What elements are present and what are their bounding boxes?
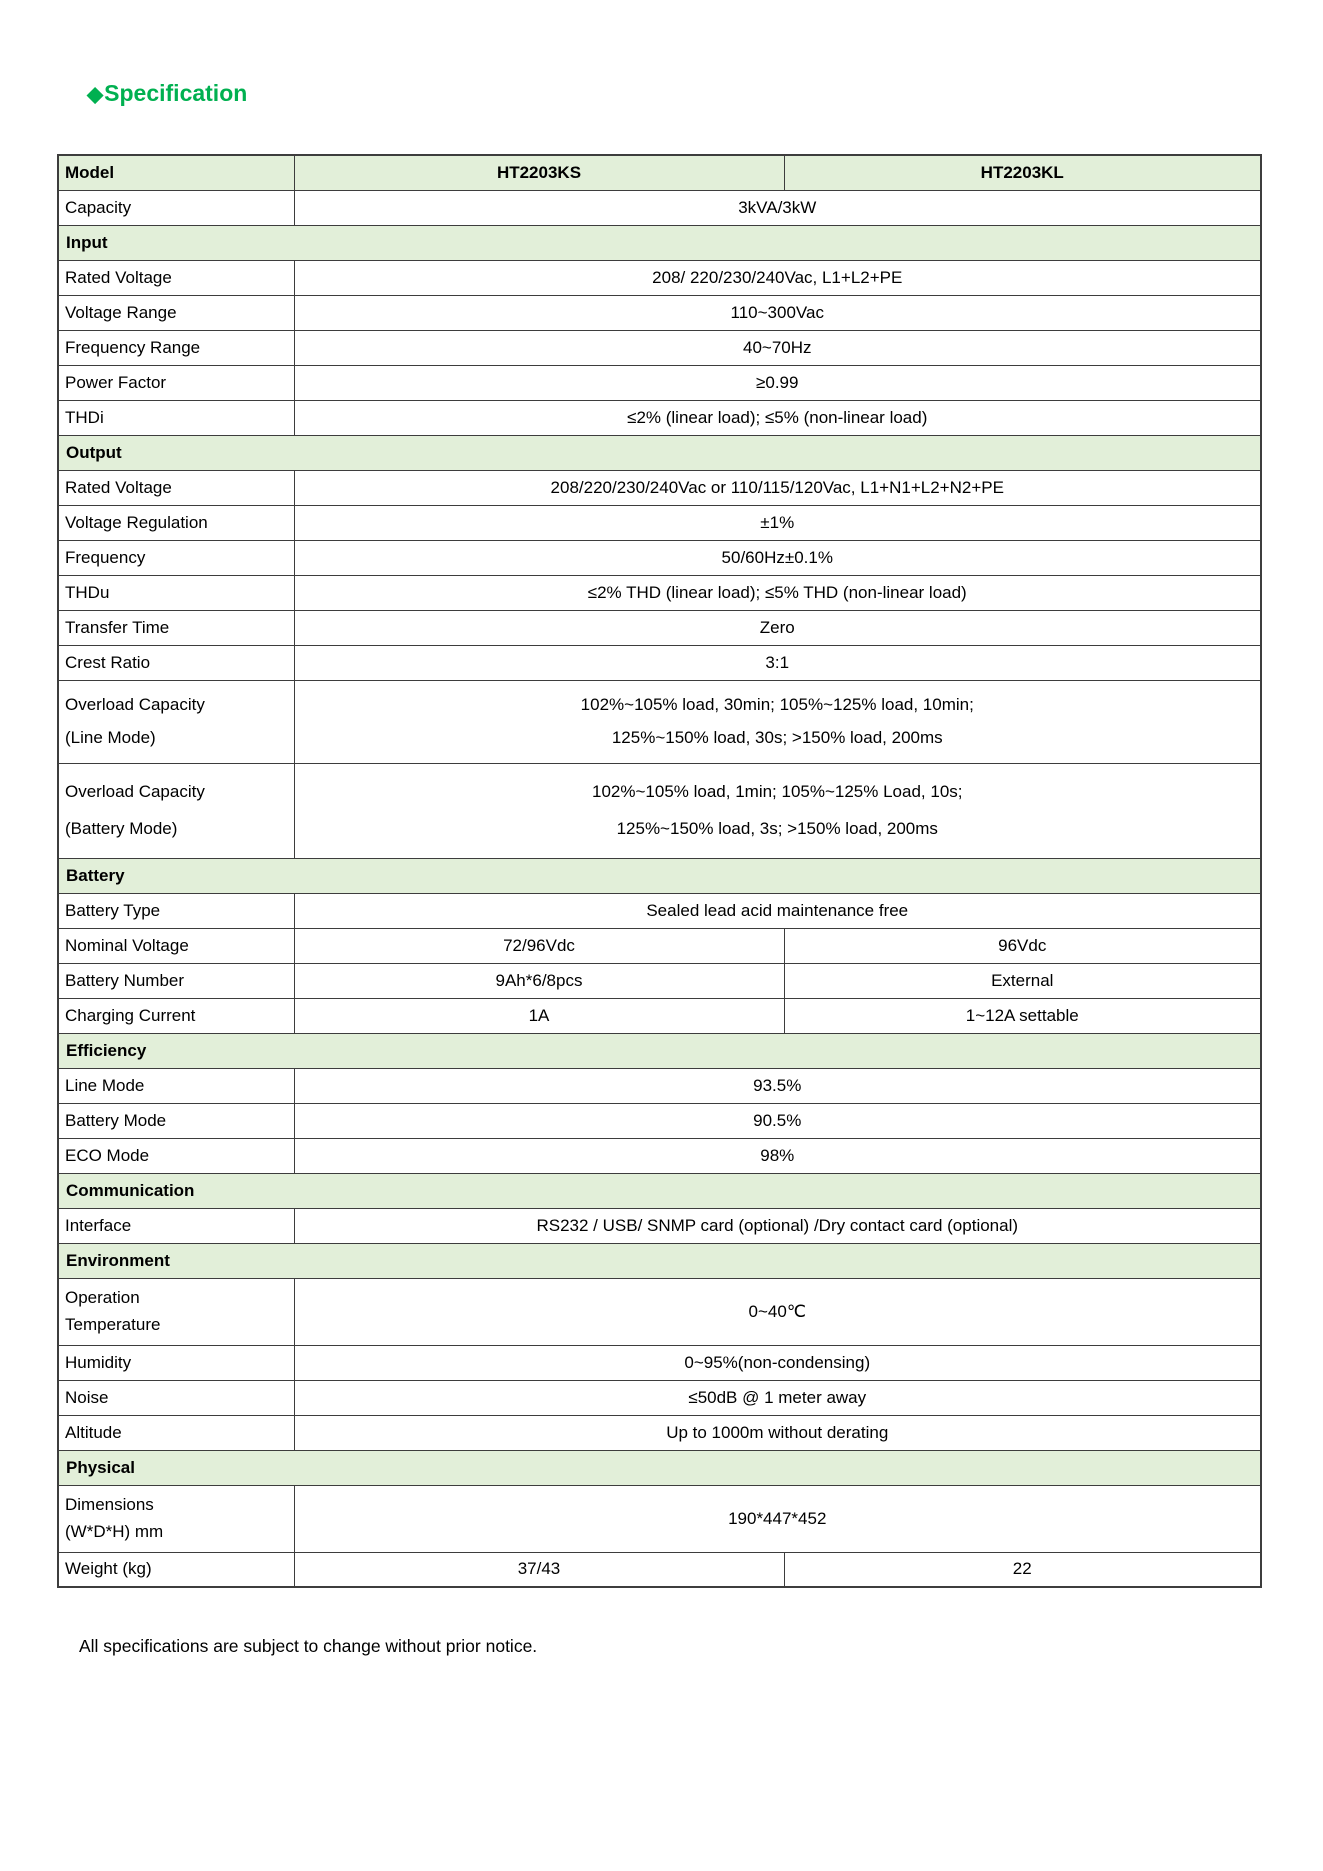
voltage-range-label-cell: Voltage Range [58, 295, 294, 330]
overload-battery-mode-label-cell [58, 763, 294, 858]
row-crest-ratio [58, 645, 1261, 680]
specification-table [57, 154, 1262, 1588]
output-rated-voltage-label-cell: Rated Voltage [58, 470, 294, 505]
section-battery-cell: Battery [58, 858, 1261, 893]
row-output-frequency [58, 540, 1261, 575]
model-label-cell: Model [58, 155, 294, 190]
input-rated-voltage-label-cell: Rated Voltage [58, 260, 294, 295]
page-title-text: Specification [104, 80, 248, 106]
section-communication [58, 1173, 1261, 1208]
dimensions-label-line2: (W*D*H) mm [65, 1522, 164, 1542]
section-efficiency [58, 1033, 1261, 1068]
interface-label-cell: Interface [58, 1208, 294, 1243]
battery-number-label-cell: Battery Number [58, 963, 294, 998]
charging-current-kl-cell: 1~12A settable [784, 998, 1261, 1033]
overload-line-mode-label-line1: Overload Capacity [65, 695, 205, 715]
thdi-value-cell: ≤2% (linear load); ≤5% (non-linear load) [294, 400, 1261, 435]
voltage-regulation-label-cell: Voltage Regulation [58, 505, 294, 540]
nominal-voltage-label-cell: Nominal Voltage [58, 928, 294, 963]
output-rated-voltage-value-cell: 208/220/230/240Vac or 110/115/120Vac, L1+N1+L2+N2+PE [294, 470, 1261, 505]
section-physical-cell: Physical [58, 1450, 1261, 1485]
nominal-voltage-kl-cell: 96Vdc [784, 928, 1261, 963]
output-frequency-value-cell: 50/60Hz±0.1% [294, 540, 1261, 575]
row-battery-type [58, 893, 1261, 928]
row-operation-temperature [58, 1278, 1261, 1345]
capacity-value-cell: 3kVA/3kW [294, 190, 1261, 225]
row-overload-battery-mode [58, 763, 1261, 858]
section-input [58, 225, 1261, 260]
altitude-label-cell: Altitude [58, 1415, 294, 1450]
altitude-value-cell: Up to 1000m without derating [294, 1415, 1261, 1450]
crest-ratio-value-cell: 3:1 [294, 645, 1261, 680]
row-voltage-range [58, 295, 1261, 330]
efficiency-line-mode-label-cell: Line Mode [58, 1068, 294, 1103]
battery-number-ks-cell: 9Ah*6/8pcs [294, 963, 784, 998]
operation-temperature-label-line1: Operation [65, 1287, 140, 1307]
overload-battery-mode-label-line1: Overload Capacity [65, 782, 205, 802]
row-charging-current [58, 998, 1261, 1033]
row-frequency-range [58, 330, 1261, 365]
row-thdi [58, 400, 1261, 435]
power-factor-label-cell: Power Factor [58, 365, 294, 400]
row-noise [58, 1380, 1261, 1415]
noise-label-cell: Noise [58, 1380, 294, 1415]
row-thdu [58, 575, 1261, 610]
row-interface [58, 1208, 1261, 1243]
efficiency-battery-mode-label-cell: Battery Mode [58, 1103, 294, 1138]
operation-temperature-label-cell [58, 1278, 294, 1345]
voltage-range-value-cell: 110~300Vac [294, 295, 1261, 330]
row-altitude [58, 1415, 1261, 1450]
overload-line-mode-value-line2: 125%~150% load, 30s; >150% load, 200ms [611, 727, 943, 747]
page-title [87, 80, 1323, 108]
overload-battery-mode-value-line2: 125%~150% load, 3s; >150% load, 200ms [616, 818, 938, 838]
thdu-value-cell: ≤2% THD (linear load); ≤5% THD (non-linear load) [294, 575, 1261, 610]
row-efficiency-battery-mode [58, 1103, 1261, 1138]
humidity-label-cell: Humidity [58, 1345, 294, 1380]
row-efficiency-line-mode [58, 1068, 1261, 1103]
battery-number-kl-cell: External [784, 963, 1261, 998]
section-efficiency-cell: Efficiency [58, 1033, 1261, 1068]
section-output-cell: Output [58, 435, 1261, 470]
model-ht2203kl-cell: HT2203KL [784, 155, 1261, 190]
nominal-voltage-ks-cell: 72/96Vdc [294, 928, 784, 963]
row-capacity [58, 190, 1261, 225]
row-overload-line-mode [58, 680, 1261, 763]
efficiency-battery-mode-value-cell: 90.5% [294, 1103, 1261, 1138]
section-communication-cell: Communication [58, 1173, 1261, 1208]
row-input-rated-voltage [58, 260, 1261, 295]
capacity-label-cell: Capacity [58, 190, 294, 225]
charging-current-label-cell: Charging Current [58, 998, 294, 1033]
row-output-rated-voltage [58, 470, 1261, 505]
row-weight [58, 1552, 1261, 1587]
row-model [58, 155, 1261, 190]
efficiency-line-mode-value-cell: 93.5% [294, 1068, 1261, 1103]
transfer-time-value-cell: Zero [294, 610, 1261, 645]
voltage-regulation-value-cell: ±1% [294, 505, 1261, 540]
frequency-range-label-cell: Frequency Range [58, 330, 294, 365]
charging-current-ks-cell: 1A [294, 998, 784, 1033]
thdu-label-cell: THDu [58, 575, 294, 610]
battery-type-label-cell: Battery Type [58, 893, 294, 928]
input-rated-voltage-value-cell: 208/ 220/230/240Vac, L1+L2+PE [294, 260, 1261, 295]
overload-line-mode-value-line1: 102%~105% load, 30min; 105%~125% load, 10min; [580, 695, 974, 715]
row-power-factor [58, 365, 1261, 400]
section-output [58, 435, 1261, 470]
diamond-icon: ◆ [87, 83, 105, 106]
efficiency-eco-mode-label-cell: ECO Mode [58, 1138, 294, 1173]
noise-value-cell: ≤50dB @ 1 meter away [294, 1380, 1261, 1415]
row-voltage-regulation [58, 505, 1261, 540]
row-transfer-time [58, 610, 1261, 645]
humidity-value-cell: 0~95%(non-condensing) [294, 1345, 1261, 1380]
section-input-cell: Input [58, 225, 1261, 260]
operation-temperature-value-cell: 0~40℃ [294, 1278, 1261, 1345]
weight-kl-cell: 22 [784, 1552, 1261, 1587]
model-ht2203ks-cell: HT2203KS [294, 155, 784, 190]
weight-label-cell: Weight (kg) [58, 1552, 294, 1587]
dimensions-label-cell [58, 1485, 294, 1552]
battery-type-value-cell: Sealed lead acid maintenance free [294, 893, 1261, 928]
footer-note: All specifications are subject to change without prior notice. [79, 1636, 538, 1656]
thdi-label-cell: THDi [58, 400, 294, 435]
section-physical [58, 1450, 1261, 1485]
overload-battery-mode-value-line1: 102%~105% load, 1min; 105%~125% Load, 10s; [592, 782, 963, 802]
overload-battery-mode-value-cell [294, 763, 1261, 858]
crest-ratio-label-cell: Crest Ratio [58, 645, 294, 680]
dimensions-label-line1: Dimensions [65, 1494, 154, 1514]
operation-temperature-label-line2: Temperature [65, 1315, 161, 1335]
frequency-range-value-cell: 40~70Hz [294, 330, 1261, 365]
dimensions-value-cell: 190*447*452 [294, 1485, 1261, 1552]
section-battery [58, 858, 1261, 893]
weight-ks-cell: 37/43 [294, 1552, 784, 1587]
interface-value-cell: RS232 / USB/ SNMP card (optional) /Dry contact card (optional) [294, 1208, 1261, 1243]
row-nominal-voltage [58, 928, 1261, 963]
overload-line-mode-label-line2: (Line Mode) [65, 727, 156, 747]
overload-battery-mode-label-line2: (Battery Mode) [65, 818, 178, 838]
overload-line-mode-label-cell [58, 680, 294, 763]
row-efficiency-eco-mode [58, 1138, 1261, 1173]
transfer-time-label-cell: Transfer Time [58, 610, 294, 645]
power-factor-value-cell: ≥0.99 [294, 365, 1261, 400]
row-battery-number [58, 963, 1261, 998]
row-humidity [58, 1345, 1261, 1380]
section-environment [58, 1243, 1261, 1278]
row-dimensions [58, 1485, 1261, 1552]
output-frequency-label-cell: Frequency [58, 540, 294, 575]
overload-line-mode-value-cell [294, 680, 1261, 763]
efficiency-eco-mode-value-cell: 98% [294, 1138, 1261, 1173]
section-environment-cell: Environment [58, 1243, 1261, 1278]
